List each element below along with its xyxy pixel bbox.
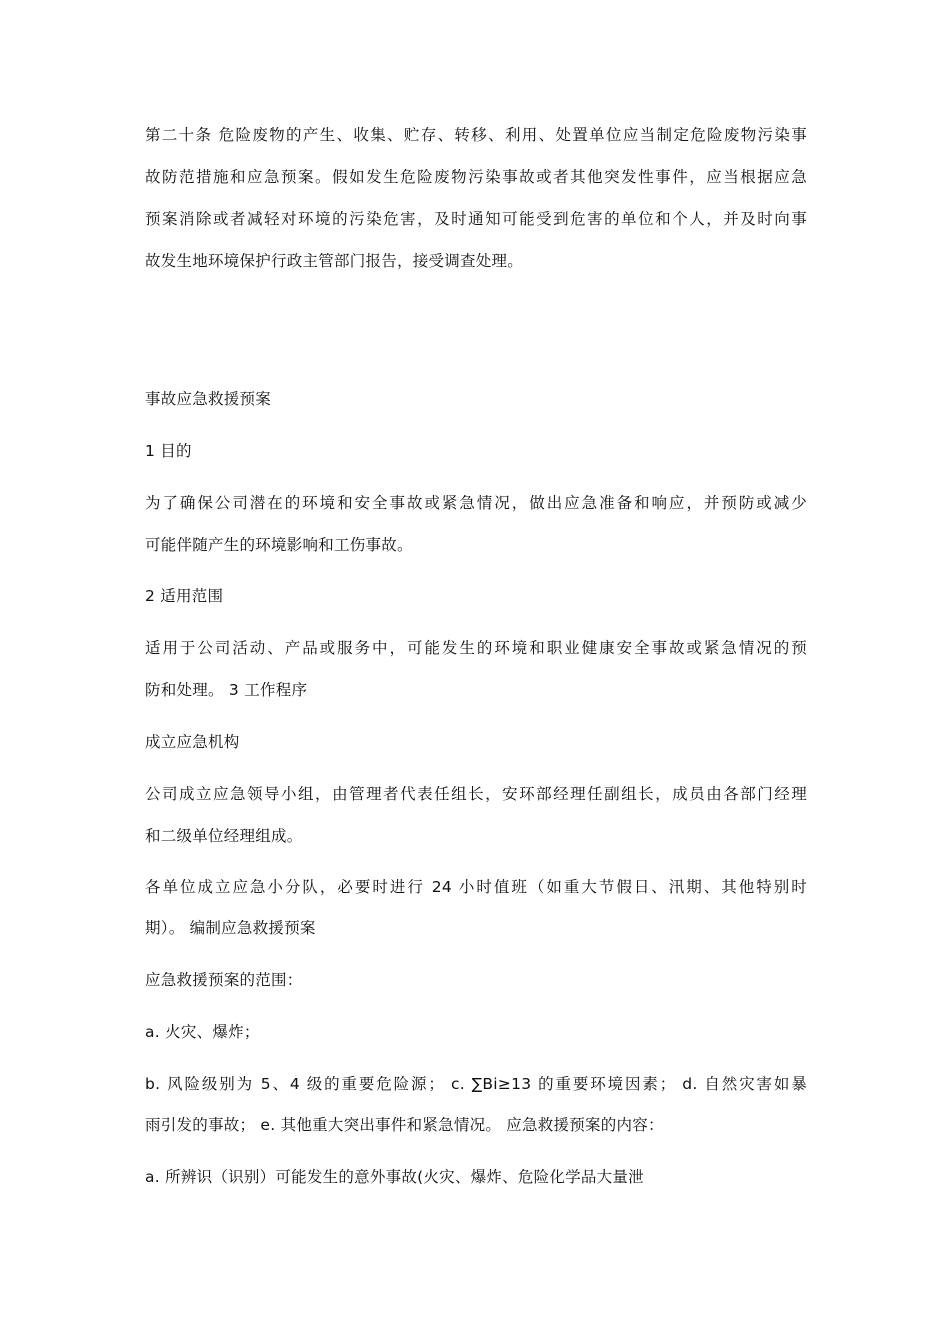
text-line: 期）。 编制应急救援预案 bbox=[145, 919, 316, 937]
text-line: 故发生地环境保护行政主管部门报告，接受调查处理。 bbox=[145, 252, 524, 270]
text-line: 公司成立应急领导小组，由管理者代表任组长，安环部经理任副组长，成员由各部门经理 bbox=[145, 785, 807, 803]
text-line: 适用于公司活动、产品或服务中，可能发生的环境和职业健康安全事故或紧急情况的预 bbox=[145, 639, 807, 657]
text-line: 应急救援预案的范围： bbox=[145, 971, 303, 989]
list-item: a. 所辨识（识别）可能发生的意外事故(火灾、爆炸、危险化学品大量泄 bbox=[145, 1168, 644, 1186]
text-line: 各单位成立应急小分队，必要时进行 24 小时值班（如重大节假日、汛期、其他特别时 bbox=[145, 878, 807, 896]
section-heading: 事故应急救援预案 bbox=[145, 390, 272, 408]
document-page bbox=[145, 0, 807, 1344]
subsection-heading: 2 适用范围 bbox=[145, 587, 224, 605]
text-line: 和二级单位经理组成。 bbox=[145, 827, 303, 845]
text-line: 防和处理。 3 工作程序 bbox=[145, 681, 308, 699]
text-line: 预案消除或者减轻对环境的污染危害，及时通知可能受到危害的单位和个人，并及时向事 bbox=[145, 210, 807, 228]
subsection-heading: 1 目的 bbox=[145, 442, 192, 460]
list-item: b. 风险级别为 5、4 级的重要危险源； c. ∑Bi≥13 的重要环境因素； d. 自然灾害如暴 bbox=[145, 1075, 807, 1093]
text-line: 故防范措施和应急预案。假如发生危险废物污染事故或者其他突发性事件，应当根据应急 bbox=[145, 168, 807, 186]
list-item: a. 火灾、爆炸； bbox=[145, 1023, 260, 1041]
text-line: 第二十条 危险废物的产生、收集、贮存、转移、利用、处置单位应当制定危险废物污染事 bbox=[145, 126, 807, 144]
text-line: 雨引发的事故； e. 其他重大突出事件和紧急情况。 应急救援预案的内容： bbox=[145, 1116, 664, 1134]
text-line: 为了确保公司潜在的环境和安全事故或紧急情况，做出应急准备和响应，并预防或减少 bbox=[145, 494, 807, 512]
subsection-heading: 成立应急机构 bbox=[145, 733, 240, 751]
text-line: 可能伴随产生的环境影响和工伤事故。 bbox=[145, 536, 413, 554]
